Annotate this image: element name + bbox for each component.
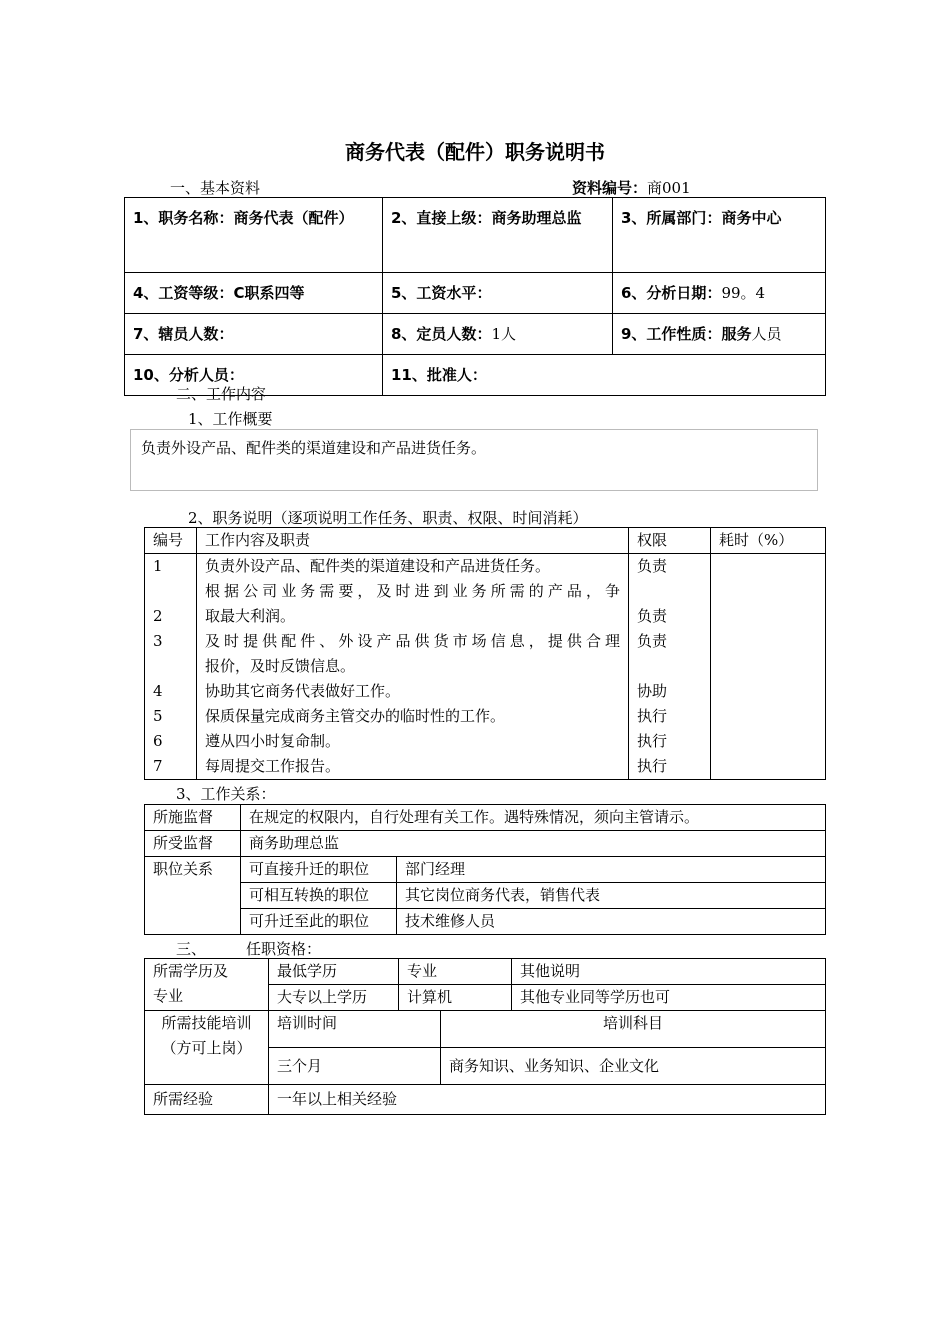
section3-heading: 任职资格： [246,940,322,958]
supervise-label: 所施监督 [145,805,241,831]
headcount-label: 8、定员人数： [391,325,492,343]
position-row-label: 可直接升迁的职位 [241,857,397,883]
overview-box: 负责外设产品、配件类的渠道建设和产品进货任务。 [130,429,818,491]
duties-header-content: 工作内容及职责 [197,528,629,554]
analysis-date-label: 6、分析日期： [621,284,722,302]
job-nature-cell [613,314,826,355]
duty-time [711,579,826,604]
table-row [145,679,826,704]
position-label: 职位关系 [145,857,241,935]
duty-text: 取最大利润。 [197,604,629,629]
duties-header-row [145,528,826,554]
doc-number [572,177,691,198]
supervise-value: 在规定的权限内，自行处理有关工作。遇特殊情况，须向主管请示。 [241,805,826,831]
duty-text: 及时提供配件、外设产品供货市场信息，提供合理 [197,629,629,654]
subordinates-cell: 7、辖员人数： [125,314,383,355]
doc-number-label: 资料编号： [572,179,648,197]
duty-no [145,654,197,679]
section3-heading-num: 三、 [176,940,207,958]
job-nature-label: 9、工作性质：服务 [621,325,752,343]
section2-heading: 二、工作内容 [176,385,267,403]
experience-label: 所需经验 [145,1085,269,1115]
duty-text: 根据公司业务需要，及时进到业务所需的产品，争 [197,579,629,604]
relations-table [144,804,826,935]
position-row-value: 部门经理 [397,857,826,883]
training-value-time: 三个月 [269,1048,441,1085]
duty-auth: 执行 [629,754,711,780]
duty-text: 保质保量完成商务主管交办的临时性的工作。 [197,704,629,729]
edu-value-degree: 大专以上学历 [269,985,399,1011]
analysis-date-cell [613,273,826,314]
duty-no [145,579,197,604]
duties-header-auth: 权限 [629,528,711,554]
duty-auth [629,579,711,604]
overview-heading: 1、工作概要 [188,410,273,428]
edu-label-line2: 专业 [153,987,184,1005]
training-header-subject: 培训科目 [441,1011,826,1048]
edu-header-degree: 最低学历 [269,959,399,985]
edu-header-major: 专业 [399,959,512,985]
duty-auth: 负责 [629,554,711,580]
duty-no: 1 [145,554,197,580]
headcount-value: 1人 [491,325,516,343]
duty-time [711,704,826,729]
duty-auth: 负责 [629,629,711,654]
duty-auth [629,654,711,679]
duty-auth: 执行 [629,729,711,754]
headcount-cell [383,314,613,355]
duty-no: 5 [145,704,197,729]
experience-value: 一年以上相关经验 [269,1085,826,1115]
approver-cell: 11、批准人： [383,355,826,396]
training-value-subject: 商务知识、业务知识、企业文化 [441,1048,826,1085]
salary-grade-cell: 4、工资等级：C职系四等 [125,273,383,314]
supervised-value: 商务助理总监 [241,831,826,857]
table-row [145,729,826,754]
training-label [145,1011,269,1085]
duty-no: 4 [145,679,197,704]
training-header-time: 培训时间 [269,1011,441,1048]
table-row [145,579,826,604]
edu-header-other: 其他说明 [512,959,826,985]
table-row [145,754,826,780]
supervisor-cell: 2、直接上级：商务助理总监 [383,198,613,273]
edu-label-line1: 所需学历及 [153,962,229,980]
supervised-label: 所受监督 [145,831,241,857]
duty-time [711,554,826,580]
analysis-date-value: 99。4 [721,284,766,302]
duty-time [711,654,826,679]
duties-header-no: 编号 [145,528,197,554]
duty-auth: 负责 [629,604,711,629]
department-cell: 3、所属部门：商务中心 [613,198,826,273]
page-title: 商务代表（配件）职务说明书 [345,140,605,164]
salary-level-cell: 5、工资水平： [383,273,613,314]
duty-time [711,729,826,754]
job-title-cell: 1、职务名称：商务代表（配件） [125,198,383,273]
duty-auth: 执行 [629,704,711,729]
edu-value-major: 计算机 [399,985,512,1011]
duty-text: 遵从四小时复命制。 [197,729,629,754]
table-row [145,554,826,580]
table-row [145,704,826,729]
section1-heading: 一、基本资料 [170,179,261,197]
relations-heading: 3、工作关系： [176,785,276,803]
duty-time [711,604,826,629]
job-nature-value: 人员 [751,325,782,343]
edu-label [145,959,269,1011]
duty-time [711,679,826,704]
basic-info-table [124,197,826,396]
duty-text: 协助其它商务代表做好工作。 [197,679,629,704]
duty-time [711,629,826,654]
duty-auth: 协助 [629,679,711,704]
position-row-value: 技术维修人员 [397,909,826,935]
training-label-line2: （方可上岗） [161,1039,252,1057]
duties-table [144,527,826,780]
position-row-value: 其它岗位商务代表，销售代表 [397,883,826,909]
duty-text: 每周提交工作报告。 [197,754,629,780]
duty-no: 6 [145,729,197,754]
duty-text: 报价，及时反馈信息。 [197,654,629,679]
duty-time [711,754,826,780]
qualifications-table [144,958,826,1115]
training-label-line1: 所需技能培训 [161,1014,252,1032]
analyst-cell: 10、分析人员： [125,355,383,396]
table-row [145,629,826,654]
table-row [145,654,826,679]
duties-header-time: 耗时（%） [711,528,826,554]
edu-value-other: 其他专业同等学历也可 [512,985,826,1011]
duty-no: 7 [145,754,197,780]
doc-number-value: 商001 [647,179,691,197]
duty-no: 2 [145,604,197,629]
table-row [145,604,826,629]
duty-text: 负责外设产品、配件类的渠道建设和产品进货任务。 [197,554,629,580]
duty-no: 3 [145,629,197,654]
position-row-label: 可升迁至此的职位 [241,909,397,935]
duties-heading: 2、职务说明（逐项说明工作任务、职责、权限、时间消耗） [188,509,588,527]
position-row-label: 可相互转换的职位 [241,883,397,909]
